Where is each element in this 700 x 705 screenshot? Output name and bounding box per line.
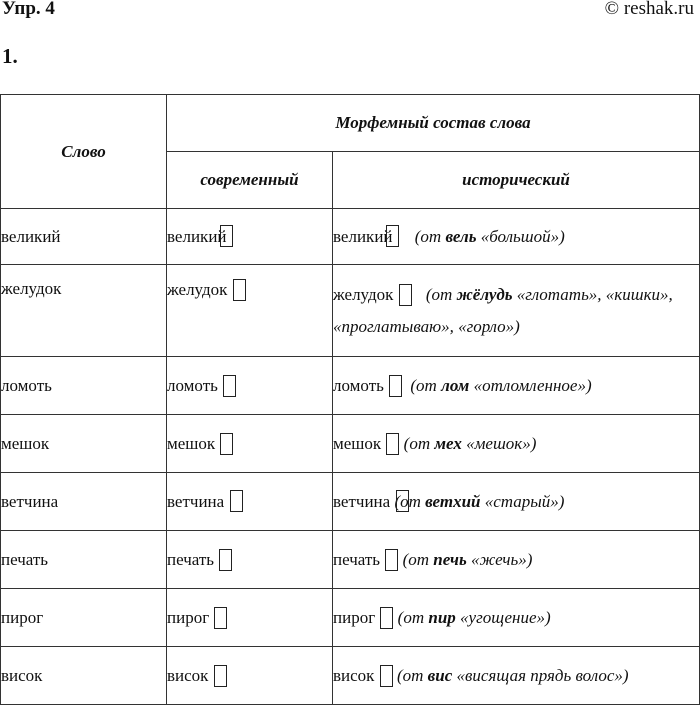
historic-cell: великий (от вель «большой») xyxy=(333,209,700,265)
historic-parse: висок xyxy=(333,665,393,687)
modern-cell xyxy=(167,415,333,473)
ending-box xyxy=(219,549,232,571)
table-row xyxy=(1,209,700,265)
modern-parse: пирог xyxy=(167,607,227,629)
ending-box xyxy=(223,375,236,397)
ending-box xyxy=(386,225,399,247)
modern-parse: ветчина xyxy=(167,492,224,512)
ending-box xyxy=(386,433,399,455)
historic-cell: желудок (от жёлудь «глотать», «кишки», «проглатываю», «горло») xyxy=(333,265,700,357)
historic-parse: ветчина xyxy=(333,492,390,512)
ending-box xyxy=(214,665,227,687)
copyright-text: © reshak.ru xyxy=(604,0,694,19)
historic-cell: ломоть (от лом «отломленное») xyxy=(333,357,700,415)
ending-box xyxy=(389,375,402,397)
table-row xyxy=(1,589,700,647)
modern-parse: желудок xyxy=(167,279,246,301)
table-row xyxy=(1,647,700,705)
word-cell: ломоть xyxy=(1,357,167,415)
word-cell: мешок xyxy=(1,415,167,473)
modern-cell xyxy=(167,209,333,265)
ending-box xyxy=(220,225,233,247)
ending-box xyxy=(230,490,243,512)
ending-box xyxy=(220,433,233,455)
ending-box xyxy=(396,490,409,512)
modern-parse: мешок xyxy=(167,433,233,455)
modern-cell xyxy=(167,265,333,357)
modern-cell xyxy=(167,531,333,589)
modern-cell xyxy=(167,473,333,531)
historic-parse: ломоть xyxy=(333,375,402,397)
word-cell: пирог xyxy=(1,589,167,647)
table-row xyxy=(1,531,700,589)
word-cell: печать xyxy=(1,531,167,589)
table-row xyxy=(1,415,700,473)
word-cell: желудок xyxy=(1,265,167,357)
ending-box xyxy=(385,549,398,571)
header-historic: исторический xyxy=(333,152,700,209)
modern-cell xyxy=(167,357,333,415)
ending-box xyxy=(380,607,393,629)
table-row xyxy=(1,265,700,357)
header-modern: современный xyxy=(167,152,333,209)
header-word: Слово xyxy=(1,95,167,209)
modern-parse: великий xyxy=(167,227,227,247)
table-row xyxy=(1,473,700,531)
section-number: 1. xyxy=(2,44,18,68)
historic-parse: пирог xyxy=(333,607,393,629)
historic-cell: висок (от вис «висящая прядь волос») xyxy=(333,647,700,705)
word-cell: великий xyxy=(1,209,167,265)
ending-box xyxy=(233,279,246,301)
modern-parse: печать xyxy=(167,549,232,571)
historic-parse: желудок xyxy=(333,279,412,311)
exercise-title: Упр. 4 xyxy=(2,0,55,19)
word-cell: висок xyxy=(1,647,167,705)
header-morpheme-group: Морфемный состав слова xyxy=(167,95,700,152)
modern-cell xyxy=(167,589,333,647)
modern-cell xyxy=(167,647,333,705)
ending-box xyxy=(380,665,393,687)
word-cell: ветчина xyxy=(1,473,167,531)
historic-cell: мешок (от мех «мешок») xyxy=(333,415,700,473)
historic-cell: пирог (от пир «угощение») xyxy=(333,589,700,647)
historic-parse: великий xyxy=(333,227,393,247)
table-row xyxy=(1,357,700,415)
historic-parse: мешок xyxy=(333,433,399,455)
morpheme-table xyxy=(0,94,700,705)
ending-box xyxy=(399,284,412,306)
historic-parse: печать xyxy=(333,549,398,571)
historic-cell: печать (от печь «жечь») xyxy=(333,531,700,589)
historic-cell: ветчина (от ветхий «старый») xyxy=(333,473,700,531)
modern-parse: ломоть xyxy=(167,375,236,397)
modern-parse: висок xyxy=(167,665,227,687)
ending-box xyxy=(214,607,227,629)
